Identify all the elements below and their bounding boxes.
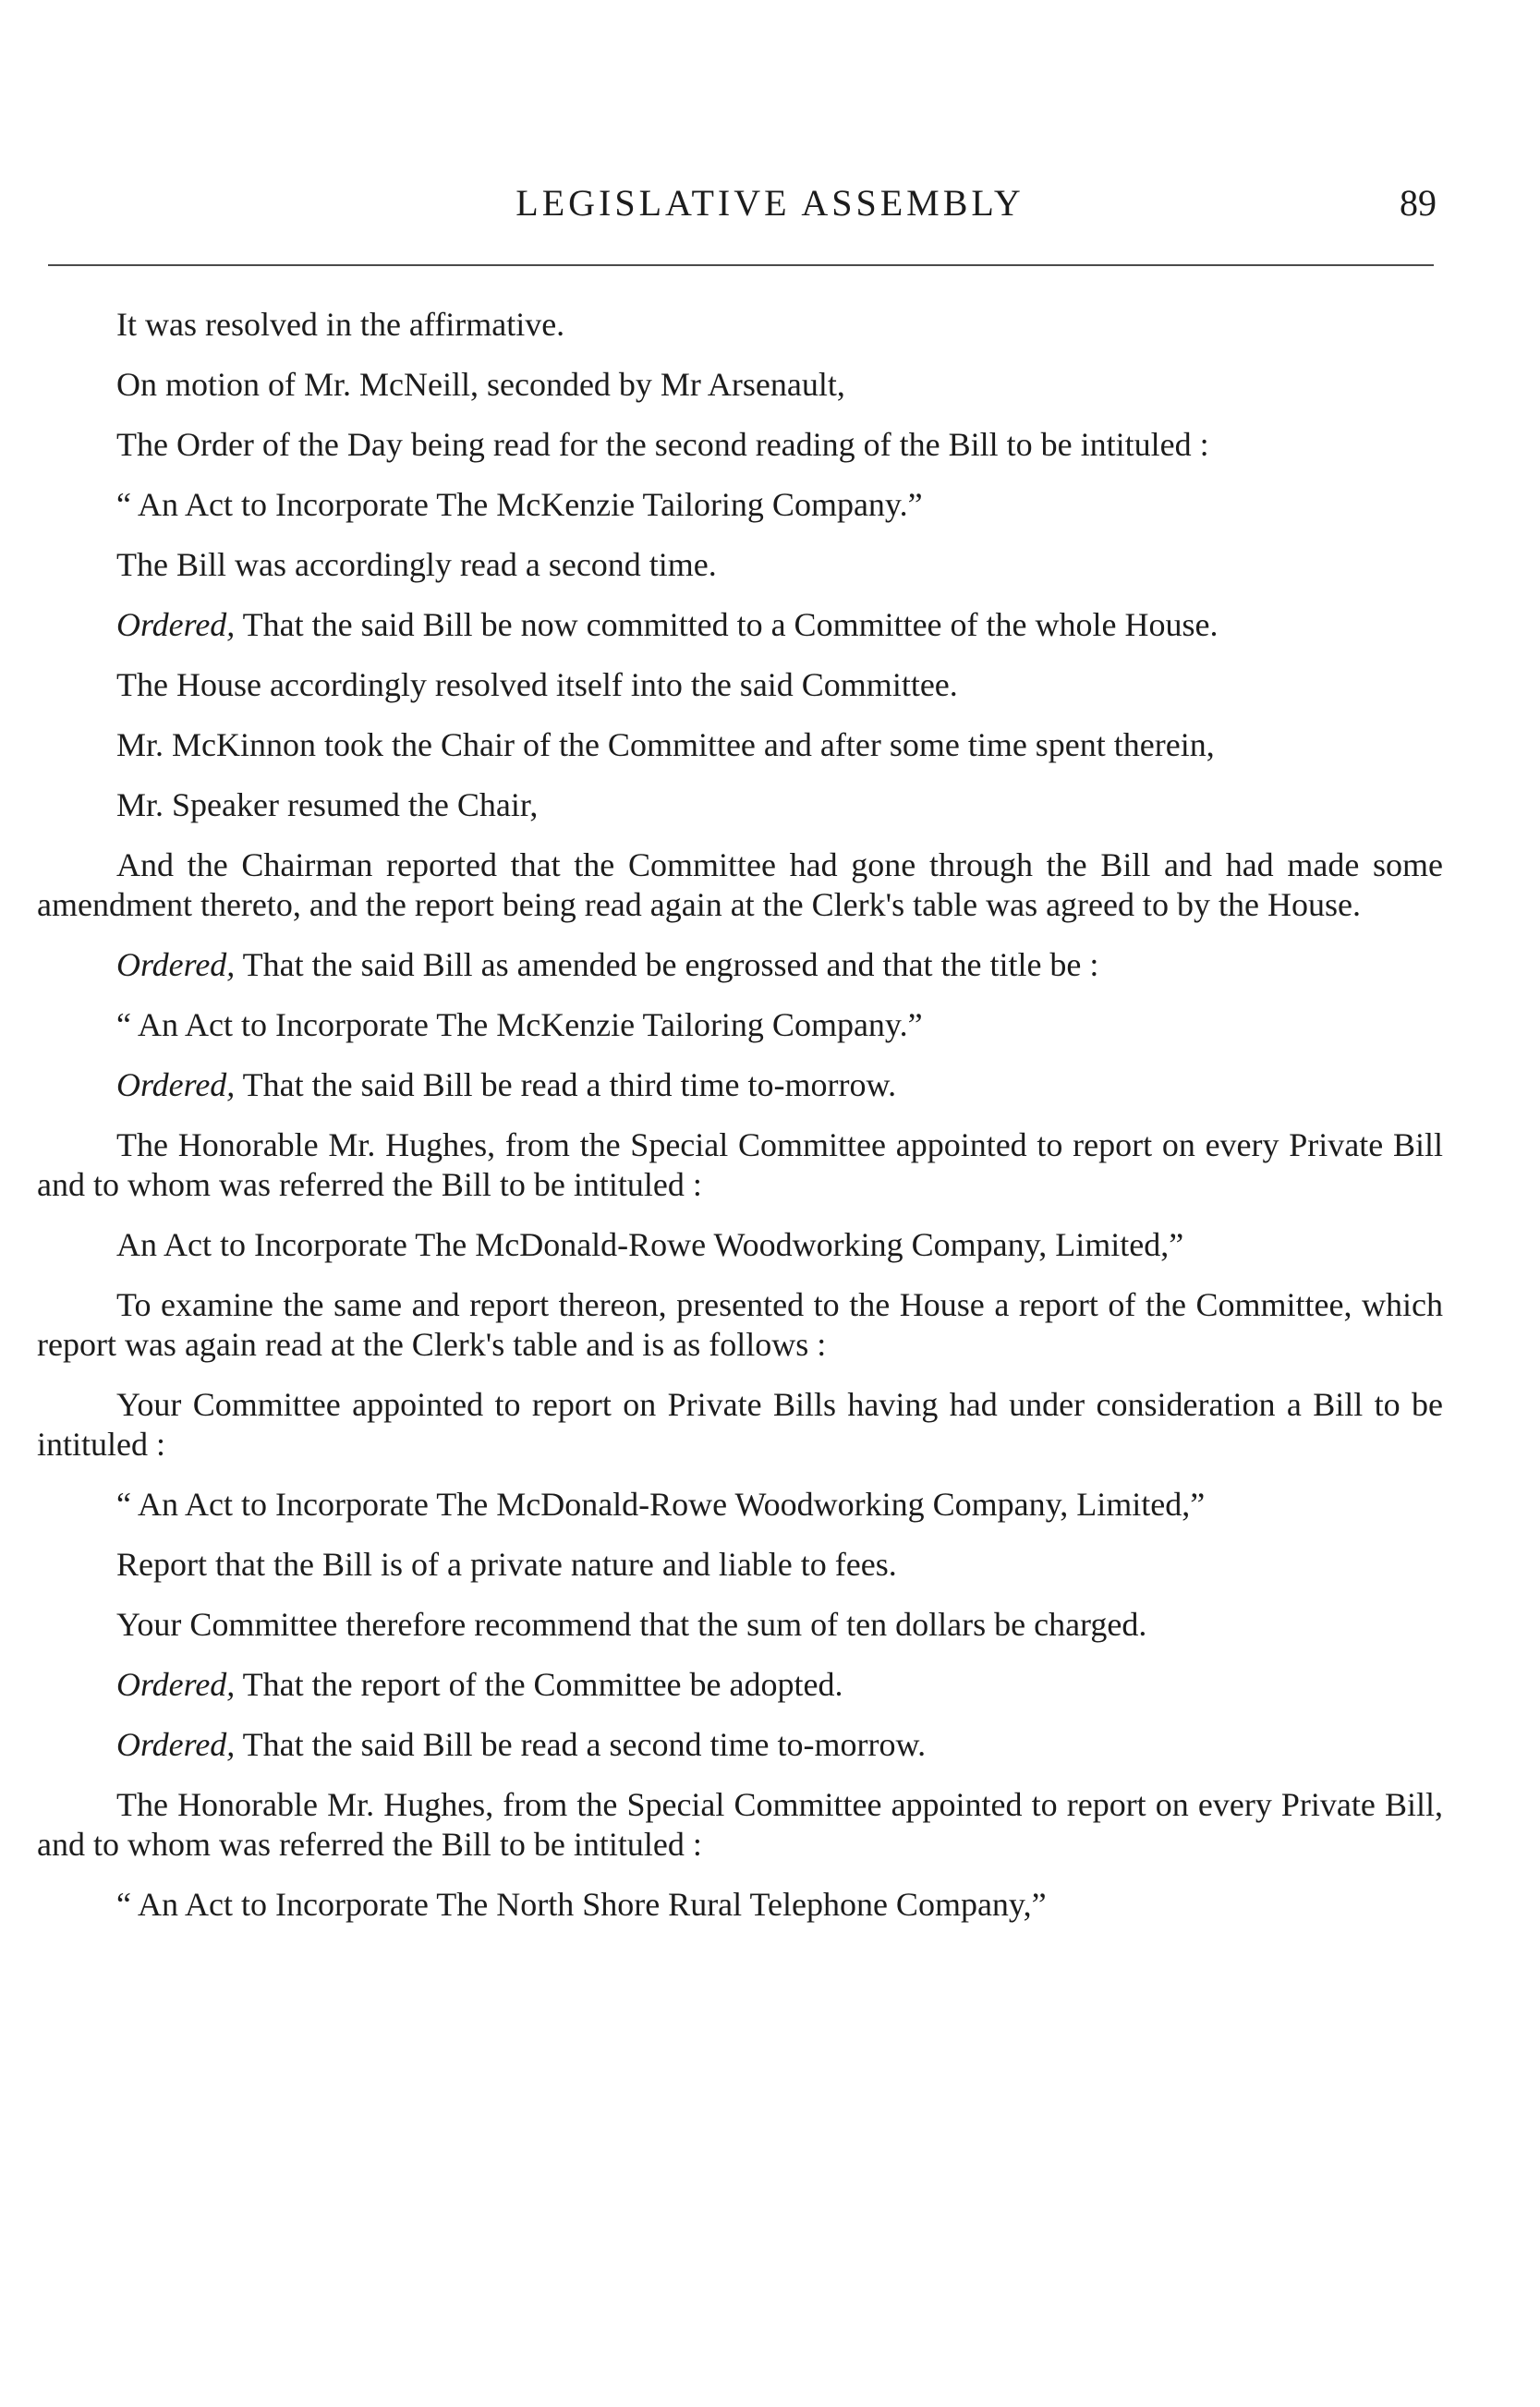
paragraph-resolved: It was resolved in the affirmative. (116, 306, 565, 343)
journal-body (37, 305, 1443, 1945)
paragraph-ordered-committed: Ordered, That the said Bill be now committed to a Committee of the whole House. (116, 606, 1219, 643)
paragraph-chairman-report: And the Chairman reported that the Committee had gone through the Bill and had made some amendment thereto, and the report being read again at the Clerk's table was agreed to by the House. (37, 846, 1443, 923)
ordered-label: Ordered, (116, 1726, 236, 1763)
running-head (0, 181, 1540, 237)
header-rule (48, 264, 1434, 266)
bill-title: “ An Act to Incorporate The McKenzie Tailoring Company.” (116, 1006, 923, 1043)
paragraph-ordered-engrossed: Ordered, That the said Bill as amended be engrossed and that the title be : (116, 946, 1099, 983)
bill-title: An Act to Incorporate The McDonald-Rowe Woodworking Company, Limited,” (116, 1226, 1184, 1263)
paragraph-motion: On motion of Mr. McNeill, seconded by Mr Arsenault, (116, 366, 845, 403)
paragraph-examine-report: To examine the same and report thereon, presented to the House a report of the Committee, which report was again read at the Clerk's table and is as follows : (37, 1286, 1443, 1363)
paragraph-ordered-adopted: Ordered, That the report of the Committee be adopted. (116, 1666, 843, 1703)
paragraph-order-of-day: The Order of the Day being read for the second reading of the Bill to be intituled : (116, 426, 1209, 463)
paragraph-speaker-resumed: Mr. Speaker resumed the Chair, (116, 786, 539, 823)
paragraph-ordered-second-reading: Ordered, That the said Bill be read a second time to-morrow. (116, 1726, 927, 1763)
bill-title: “ An Act to Incorporate The McDonald-Rowe Woodworking Company, Limited,” (116, 1486, 1206, 1523)
bill-title: “ An Act to Incorporate The McKenzie Tailoring Company.” (116, 486, 923, 523)
ordered-label: Ordered, (116, 1066, 236, 1103)
paragraph-resolved-committee: The House accordingly resolved itself into the said Committee. (116, 666, 958, 703)
paragraph-fees-recommend: Your Committee therefore recommend that the sum of ten dollars be charged. (116, 1606, 1147, 1643)
paragraph-private-nature: Report that the Bill is of a private nature and liable to fees. (116, 1546, 897, 1583)
paragraph-ordered-third-reading: Ordered, That the said Bill be read a third time to-morrow. (116, 1066, 897, 1103)
paragraph-chair-taken: Mr. McKinnon took the Chair of the Committee and after some time spent therein, (116, 726, 1215, 763)
paragraph-committee-consideration: Your Committee appointed to report on Private Bills having had under consideration a Bill to be intituled : (37, 1386, 1443, 1463)
bill-title: “ An Act to Incorporate The North Shore Rural Telephone Company,” (116, 1886, 1047, 1923)
ordered-label: Ordered, (116, 1666, 236, 1703)
ordered-label: Ordered, (116, 606, 236, 643)
page-title: LEGISLATIVE ASSEMBLY (515, 182, 1025, 224)
paragraph-hughes-report-2: The Honorable Mr. Hughes, from the Special Committee appointed to report on every Private Bill, and to whom was referred the Bill to be intituled : (37, 1786, 1443, 1863)
ordered-label: Ordered, (116, 946, 236, 983)
paragraph-second-reading: The Bill was accordingly read a second time. (116, 546, 717, 583)
page-number: 89 (1400, 182, 1437, 224)
paragraph-hughes-report: The Honorable Mr. Hughes, from the Special Committee appointed to report on every Private Bill and to whom was referred the Bill to be intituled : (37, 1126, 1443, 1203)
